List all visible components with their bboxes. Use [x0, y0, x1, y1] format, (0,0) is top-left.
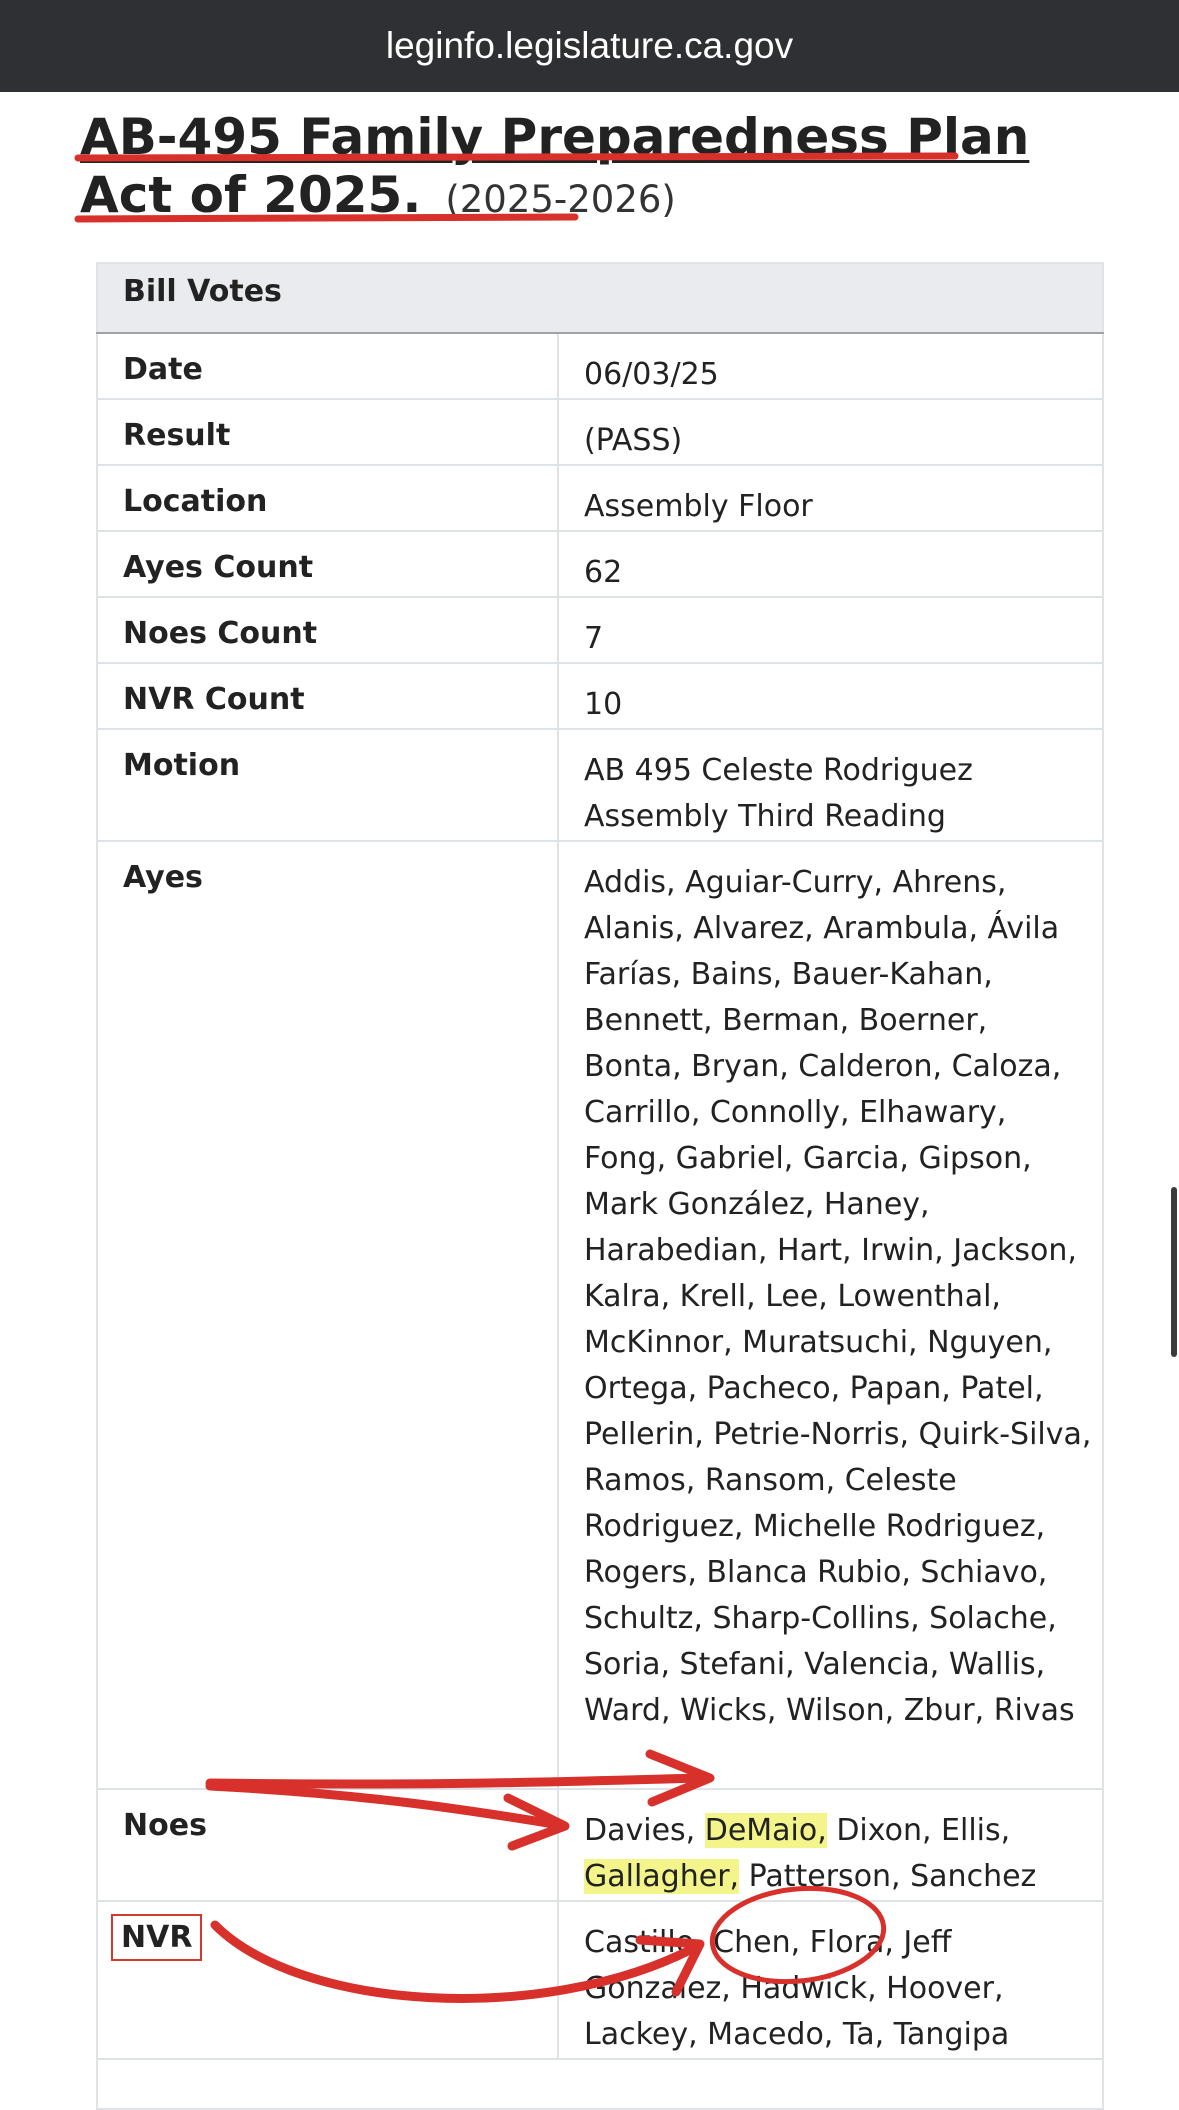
- table-row: [97, 663, 1103, 729]
- row-value-noes-count: 7: [558, 597, 1103, 663]
- noes-name: Dixon, Ellis,: [826, 1813, 1011, 1848]
- row-value-noes: [558, 1789, 1103, 1901]
- table-row: [97, 841, 1103, 1789]
- row-value-nvr-count: 10: [558, 663, 1103, 729]
- noes-highlight-gallagher: Gallagher,: [584, 1859, 740, 1894]
- row-value-result: (PASS): [558, 399, 1103, 465]
- table-row: [97, 333, 1103, 399]
- table-row: [97, 729, 1103, 841]
- row-label-location: Location: [97, 465, 558, 531]
- row-label-nvr-cell: [97, 1901, 558, 2059]
- row-value-nvr: Castillo, Chen, Flora, Jeff Gonzalez, Hadwick, Hoover, Lackey, Macedo, Ta, Tangipa: [558, 1901, 1103, 2059]
- url-text: leginfo.legislature.ca.gov: [385, 25, 794, 66]
- row-label-nvr: NVR: [111, 1914, 202, 1961]
- table-row: [97, 1789, 1103, 1901]
- bill-session: (2025-2026): [445, 178, 676, 221]
- bill-title: AB-495 Family Preparedness Plan Act of 2025.: [80, 108, 1030, 224]
- row-label-motion: Motion: [97, 729, 558, 841]
- row-value-ayes: Addis, Aguiar-Curry, Ahrens, Alanis, Alvarez, Arambula, Ávila Farías, Bains, Bauer-Kahan, Bennett, Berman, Boerner, Bonta, Bryan, Calderon, Caloza, Carrillo, Connolly, Elhawary, Fong, Gabriel, Garcia, Gipson, Mark González, Haney, Harabedian, Hart, Irwin, Jackson, Kalra, Krell, Lee, Lowenthal, McKinnor, Muratsuchi, Nguyen, Ortega, Pacheco, Papan, Patel, Pellerin, Petrie-Norris, Quirk-Silva, Ramos, Ransom, Celeste Rodriguez, Michelle Rodriguez, Rogers, Blanca Rubio, Schiavo, Schultz, Sharp-Collins, Solache, Soria, Stefani, Valencia, Wallis, Ward, Wicks, Wilson, Zbur, Rivas: [558, 841, 1103, 1789]
- row-value-location: Assembly Floor: [558, 465, 1103, 531]
- browser-url-bar[interactable]: [0, 0, 1179, 92]
- table-row: [97, 1901, 1103, 2059]
- page-title: [80, 108, 1130, 229]
- noes-name: Davies,: [584, 1813, 705, 1848]
- row-label-ayes: Ayes: [97, 841, 558, 1789]
- empty-row: [97, 2059, 1103, 2109]
- row-label-date: Date: [97, 333, 558, 399]
- noes-name: Patterson, Sanchez: [739, 1859, 1037, 1894]
- row-value-date: 06/03/25: [558, 333, 1103, 399]
- row-label-result: Result: [97, 399, 558, 465]
- row-label-noes: Noes: [97, 1789, 558, 1901]
- table-row-empty: [97, 2059, 1103, 2109]
- row-label-ayes-count: Ayes Count: [97, 531, 558, 597]
- row-value-ayes-count: 62: [558, 531, 1103, 597]
- row-label-noes-count: Noes Count: [97, 597, 558, 663]
- table-row: [97, 597, 1103, 663]
- row-value-motion: AB 495 Celeste Rodriguez Assembly Third Reading: [558, 729, 1103, 841]
- bill-votes-table: [96, 262, 1104, 2110]
- table-row: [97, 465, 1103, 531]
- scrollbar[interactable]: [1171, 1187, 1177, 1357]
- noes-highlight-demaio: DeMaio,: [704, 1813, 827, 1848]
- table-row: [97, 399, 1103, 465]
- table-row: [97, 531, 1103, 597]
- row-label-nvr-count: NVR Count: [97, 663, 558, 729]
- table-header: Bill Votes: [97, 263, 1103, 333]
